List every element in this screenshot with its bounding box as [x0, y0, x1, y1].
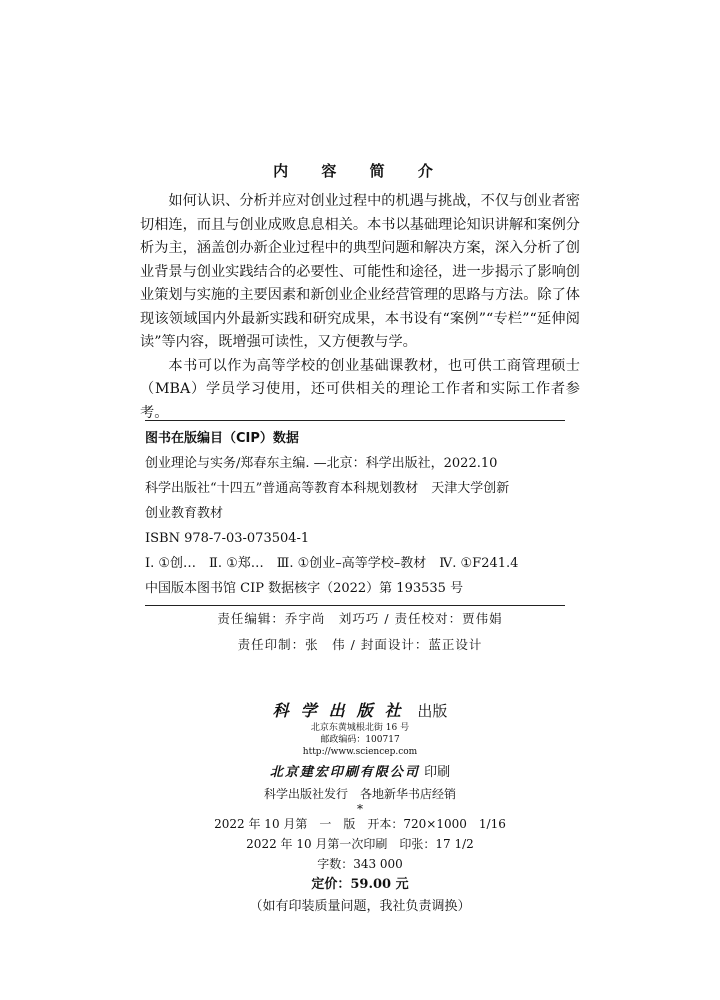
summary-paragraph-1: 如何认识、分析并应对创业过程中的机遇与挑战，不仅与创业者密切相连，而且与创业成败息息相关。本书以基础理论知识讲解和案例分析为主，涵盖创办新企业过程中的典型问题和解决方案，深入分析了创业背景与创业实践结合的必要性、可能性和途径，进一步揭示了影响创业策划与实施的主要因素和新创业企业经营管理的思路与方法。除了体现该领域国内外最新实践和研究成果，本书设有“案例”“专栏”“延伸阅读”等内容，既增强可读性，又方便教与学。: [140, 193, 580, 350]
publisher-address: 北京东黄城根北街 16 号: [310, 723, 410, 733]
cip-heading: 图书在版编目（CIP）数据: [145, 431, 299, 446]
page-title: 内 容 简 介: [273, 162, 447, 180]
edition-line-2: 2022 年 10 月第一次印刷 印张：17 1/2: [246, 837, 474, 851]
publisher-line: [0, 700, 720, 722]
printer-logo: 北京建宏印刷有限公司: [269, 765, 420, 780]
word-count: 字数：343 000: [317, 857, 403, 871]
cip-title-line: 创业理论与实务/郑春东主编. —北京：科学出版社，2022.10: [145, 456, 498, 471]
printer-suffix: 印刷: [424, 765, 451, 780]
publisher-postcode: 邮政编码：100717: [320, 735, 400, 745]
summary-section: [140, 190, 580, 425]
summary-paragraph-2: 本书可以作为高等学校的创业基础课教材，也可供工商管理硕士（MBA）学员学习使用，还可供相关的理论工作者和实际工作者参考。: [140, 357, 580, 421]
credits-block: [0, 606, 720, 658]
cip-series-line: 科学出版社“十四五”普通高等教育本科规划教材 天津大学创新: [145, 481, 510, 496]
quality-note: （如有印装质量问题，我社负责调换）: [249, 899, 471, 914]
credits-editors: 责任编辑：乔宇尚 刘巧巧 / 责任校对：贾伟娟: [217, 611, 503, 626]
distribution-line: 科学出版社发行 各地新华书店经销: [263, 787, 456, 801]
publisher-url: http://www.sciencep.com: [302, 747, 418, 757]
publisher-logo: 科学出版社: [272, 701, 413, 720]
cip-block: [145, 420, 565, 606]
cip-library-number: 中国版本图书馆 CIP 数据核字（2022）第 193535 号: [145, 581, 464, 596]
credits-production: 责任印制：张 伟 / 封面设计：蓝正设计: [237, 637, 483, 652]
cip-classification: Ⅰ. ①创… Ⅱ. ①郑… Ⅲ. ①创业–高等学校–教材 Ⅳ. ①F241.4: [145, 556, 519, 571]
publishing-info: [0, 700, 720, 918]
publisher-suffix: 出版: [417, 702, 448, 720]
separator-star: *: [357, 802, 363, 816]
printer-line: [0, 762, 720, 784]
cip-series-line-cont: 创业教育教材: [145, 506, 224, 521]
cip-isbn: ISBN 978-7-03-073504-1: [145, 531, 310, 546]
price: 定价：59.00 元: [311, 877, 409, 892]
edition-line-1: 2022 年 10 月第 一 版 开本：720×1000 1/16: [214, 817, 506, 831]
